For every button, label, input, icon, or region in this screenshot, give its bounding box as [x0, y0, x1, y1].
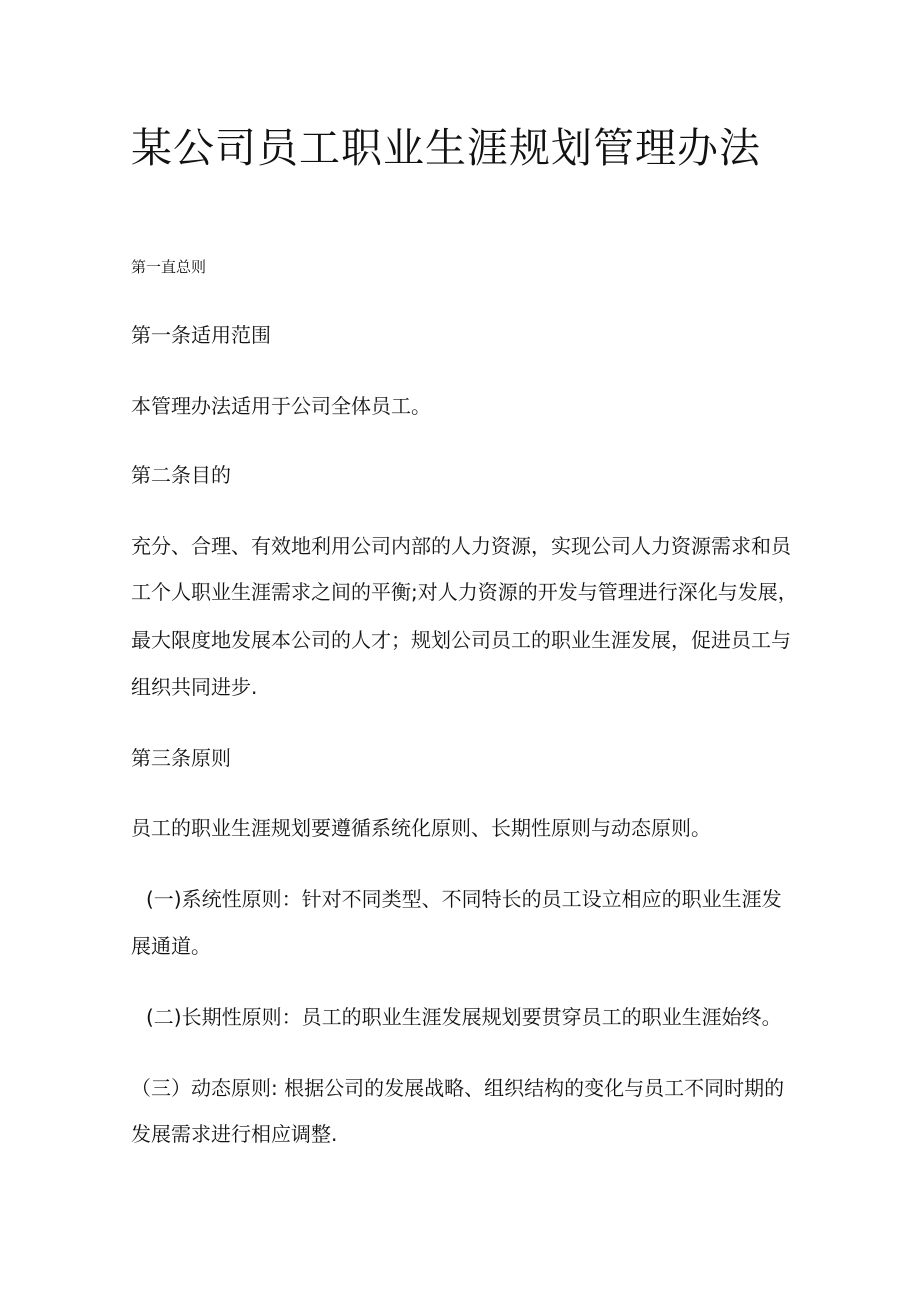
article-2-heading: 第二条目的 — [131, 463, 231, 487]
article-3-heading: 第三条原则 — [131, 746, 231, 770]
article-2-line-2: 工个人职业生涯需求之间的平衡;对人力资源的开发与管理进行深化与发展， — [131, 580, 798, 604]
chapter-heading: 第一直总则 — [131, 258, 207, 276]
article-2-line-4: 组织共同进步. — [131, 675, 258, 699]
principle-1-line-1: (一)系统性原则：针对不同类型、不同特长的员工设立相应的职业生涯发 — [146, 887, 782, 911]
article-1-body: 本管理办法适用于公司全体员工。 — [131, 394, 431, 418]
principle-3-line-2: 发展需求进行相应调整. — [131, 1122, 338, 1146]
article-1-heading: 第一条适用范围 — [131, 323, 271, 347]
article-3-intro: 员工的职业生涯规划要遵循系统化原则、长期性原则与动态原则。 — [131, 816, 711, 840]
principle-3-line-1: （三）动态原则: 根据公司的发展战略、组织结构的变化与员工不同时期的 — [131, 1076, 785, 1100]
principle-1-line-2: 展通道。 — [131, 934, 211, 958]
principle-2: (二)长期性原则：员工的职业生涯发展规划要贯穿员工的职业生涯始终。 — [146, 1005, 782, 1029]
article-2-line-3: 最大限度地发展本公司的人才；规划公司员工的职业生涯发展，促进员工与 — [131, 628, 791, 652]
article-2-line-1: 充分、合理、有效地利用公司内部的人力资源，实现公司人力资源需求和员 — [131, 534, 791, 558]
document-title: 某公司员工职业生涯规划管理办法 — [131, 124, 761, 172]
